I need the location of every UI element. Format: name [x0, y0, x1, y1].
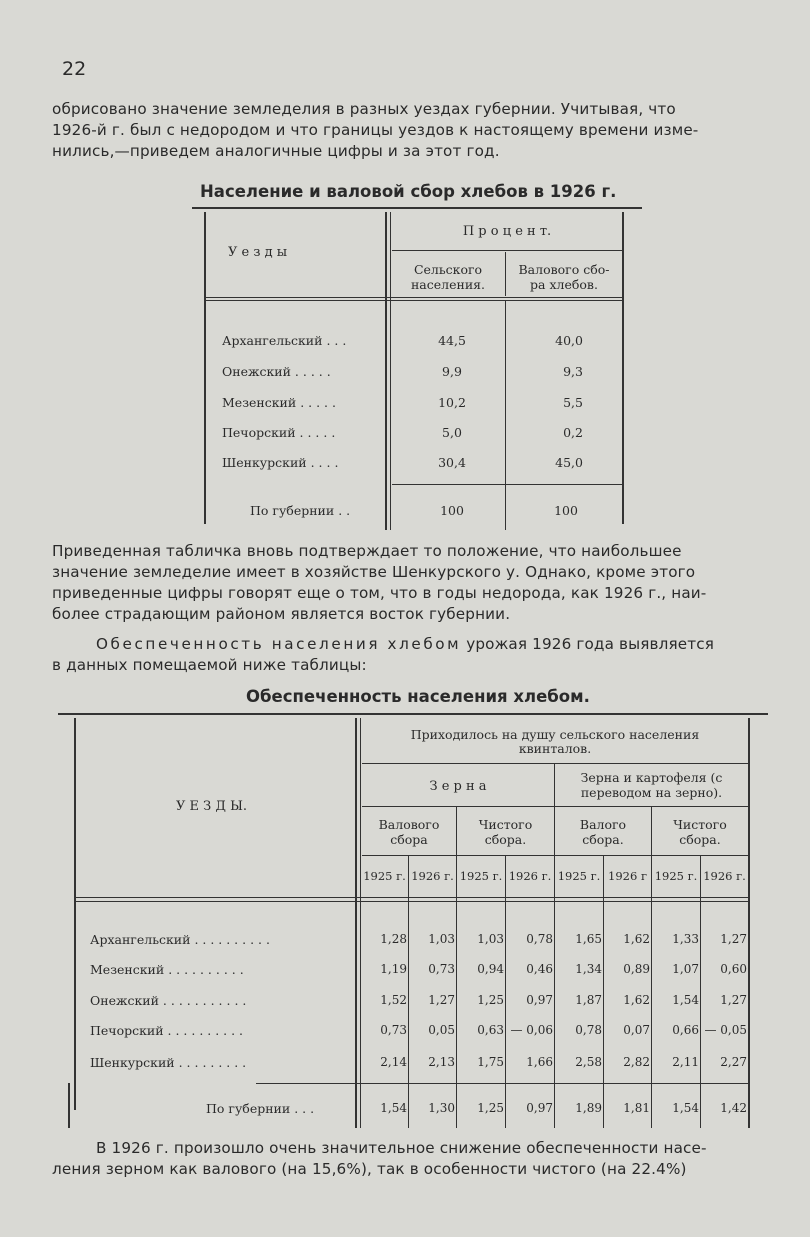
total-value: 1,42 [720, 1101, 747, 1115]
rule [74, 718, 76, 1110]
cell-value: 1,66 [526, 1055, 553, 1069]
spaced-phrase: Обеспеченность населения хлебом [96, 635, 462, 653]
column-header-net: Чистого [673, 817, 727, 832]
rule [362, 855, 748, 856]
column-header-gross: Валового сбо- [518, 262, 610, 277]
cell-value: 0,60 [720, 962, 747, 976]
rule [76, 897, 748, 898]
cell-value: 0,66 [672, 1023, 699, 1037]
cell-value: 1,33 [672, 932, 699, 946]
cell-value: 1,34 [575, 962, 602, 976]
rule [408, 855, 409, 1128]
column-header-grain: З е р н а [429, 779, 487, 794]
column-header-percent: П р о ц е н т. [462, 224, 552, 239]
cell-value: 1,62 [623, 993, 650, 1007]
text-line: значение земледелие имеет в хозяйстве Шенкурского у. Однако, кроме этого [52, 563, 696, 581]
paragraph-commentary [52, 541, 772, 625]
text-fragment: урожая 1926 года выявляется [461, 635, 715, 653]
row-label: Архангельский . . . . . . . . . . [90, 932, 270, 947]
rural-value: 9,9 [442, 364, 462, 379]
total-value: 1,30 [428, 1101, 455, 1115]
row-label: Онежский . . . . . . . . . . . [90, 993, 247, 1008]
cell-value: 0,97 [526, 993, 553, 1007]
row-label: Мезенский . . . . . [222, 395, 336, 410]
text-line: более страдающим районом является восток губернии. [52, 605, 511, 623]
rule [392, 484, 622, 485]
row-label: Печорский . . . . . [222, 425, 336, 440]
rule [385, 212, 387, 530]
total-value: 1,81 [623, 1101, 650, 1115]
row-label: Мезенский . . . . . . . . . . [90, 962, 244, 977]
rule [192, 207, 642, 209]
total-value: 1,54 [380, 1101, 407, 1115]
cell-value: — 0,06 [510, 1023, 553, 1037]
column-header-net: Чистого [478, 817, 533, 832]
cell-value: 1,27 [428, 993, 455, 1007]
column-header-uezd: У е з д ы [228, 245, 288, 260]
column-header-grain-potato: Зерна и картофеля (с [580, 770, 723, 785]
text-line: обрисовано значение земледелия в разных уездах губернии. Учитывая, что [52, 100, 676, 118]
cell-value: 1,54 [672, 993, 699, 1007]
rule [748, 718, 750, 1128]
table2-title: Обеспеченность населения хлебом. [246, 687, 590, 706]
total-value: 1,54 [672, 1101, 699, 1115]
row-label: Шенкурский . . . . . . . . . [90, 1055, 247, 1070]
rural-value: 30,4 [438, 455, 466, 470]
paragraph-conclusion [52, 1138, 772, 1180]
rural-total: 100 [440, 503, 464, 518]
gross-value: 9,3 [563, 364, 583, 379]
paragraph-lead-in [52, 634, 772, 676]
year-header: 1926 г [608, 869, 647, 883]
cell-value: 0,94 [477, 962, 504, 976]
gross-value: 40,0 [555, 333, 583, 348]
cell-value: 2,14 [380, 1055, 407, 1069]
rule [206, 300, 622, 301]
cell-value: 1,62 [623, 932, 650, 946]
column-header-per-capita: квинталов. [518, 741, 592, 756]
rule [76, 901, 748, 902]
row-label: Шенкурский . . . . [222, 455, 339, 470]
text-line: 1926-й г. был с недородом и что границы уездов к настоящему времени изме- [52, 121, 699, 139]
cell-value: 2,27 [720, 1055, 747, 1069]
column-header-net: сбора. [484, 832, 527, 847]
column-header-gross: Валого [579, 817, 627, 832]
text-line: В 1926 г. произошло очень значительное снижение обеспеченности насе- [96, 1139, 707, 1157]
year-header: 1925 г. [363, 869, 406, 883]
column-header-gross: сбора. [582, 832, 624, 847]
paragraph-intro [52, 99, 772, 162]
cell-value: 0,78 [575, 1023, 602, 1037]
cell-value: 1,03 [477, 932, 504, 946]
year-header: 1925 г. [654, 869, 698, 883]
cell-value: 1,28 [380, 932, 407, 946]
year-header: 1926 г. [508, 869, 552, 883]
rural-value: 5,0 [442, 425, 462, 440]
cell-value: 1,75 [477, 1055, 504, 1069]
cell-value: 0,63 [477, 1023, 504, 1037]
total-value: 1,89 [575, 1101, 602, 1115]
row-label: Архангельский . . . [222, 333, 347, 348]
column-header-gross: ра хлебов. [530, 277, 598, 292]
rule [505, 855, 506, 1128]
rule [58, 713, 768, 715]
column-header-uezd: У Е З Д Ы. [176, 799, 248, 814]
column-header-grain-potato: переводом на зерно). [580, 785, 723, 800]
cell-value: — 0,05 [704, 1023, 747, 1037]
cell-value: 0,73 [380, 1023, 407, 1037]
cell-value: 1,25 [477, 993, 504, 1007]
cell-value: 1,65 [575, 932, 602, 946]
column-header-net: сбора. [679, 832, 721, 847]
year-header: 1926 г. [411, 869, 454, 883]
rural-value: 44,5 [438, 333, 466, 348]
cell-value: 1,03 [428, 932, 455, 946]
cell-value: 0,07 [623, 1023, 650, 1037]
row-label: Печорский . . . . . . . . . . [90, 1023, 244, 1038]
cell-value: 1,27 [720, 932, 747, 946]
rule [204, 212, 206, 524]
cell-value: 2,82 [623, 1055, 650, 1069]
cell-value: 1,19 [380, 962, 407, 976]
total-value: 0,97 [526, 1101, 553, 1115]
rule [362, 806, 748, 807]
cell-value: 0,46 [526, 962, 553, 976]
rule [700, 855, 701, 1128]
column-header-gross: сбора [390, 832, 428, 847]
total-value: 1,25 [477, 1101, 504, 1115]
cell-value: 1,87 [575, 993, 602, 1007]
gross-value: 45,0 [555, 455, 583, 470]
cell-value: 2,11 [672, 1055, 699, 1069]
rule [622, 212, 624, 524]
text-line: приведенные цифры говорят еще о том, что в годы недорода, как 1926 г., наи- [52, 584, 707, 602]
cell-value: 0,89 [623, 962, 650, 976]
cell-value: 0,73 [428, 962, 455, 976]
column-header-gross: Валового [378, 817, 440, 832]
gross-value: 0,2 [563, 425, 583, 440]
text-line [52, 634, 772, 655]
rule [390, 212, 391, 530]
page-number: 22 [62, 58, 87, 80]
rule [206, 297, 622, 298]
rule [68, 1083, 70, 1128]
text-line: в данных помещаемой ниже таблицы: [52, 656, 367, 674]
cell-value: 1,52 [380, 993, 407, 1007]
text-line: Приведенная табличка вновь подтверждает то положение, что наибольшее [52, 542, 682, 560]
cell-value: 2,13 [428, 1055, 455, 1069]
total-label: По губернии . . [250, 503, 351, 518]
column-header-rural: Сельского [413, 262, 483, 277]
cell-value: 1,27 [720, 993, 747, 1007]
gross-total: 100 [554, 503, 578, 518]
rule [392, 250, 622, 251]
cell-value: 2,58 [575, 1055, 602, 1069]
cell-value: 1,07 [672, 962, 699, 976]
rule [256, 1083, 748, 1084]
row-label: Онежский . . . . . [222, 364, 331, 379]
column-header-per-capita: Приходилось на душу сельского населения [410, 727, 700, 742]
total-label: По губернии . . . [206, 1101, 315, 1116]
table1-title: Население и валовой сбор хлебов в 1926 г. [200, 182, 617, 201]
text-line: нились,—приведем аналогичные цифры и за этот год. [52, 142, 500, 160]
year-header: 1925 г. [459, 869, 503, 883]
year-header: 1926 г. [703, 869, 746, 883]
gross-value: 5,5 [563, 395, 583, 410]
text-line: ления зерном как валового (на 15,6%), так в особенности чистого (на 22.4%) [52, 1160, 687, 1178]
rule [355, 718, 357, 1128]
rural-value: 10,2 [438, 395, 466, 410]
column-header-rural: населения. [410, 277, 486, 292]
rule [362, 763, 748, 764]
year-header: 1925 г. [557, 869, 601, 883]
rule [603, 855, 604, 1128]
cell-value: 0,78 [526, 932, 553, 946]
cell-value: 0,05 [428, 1023, 455, 1037]
